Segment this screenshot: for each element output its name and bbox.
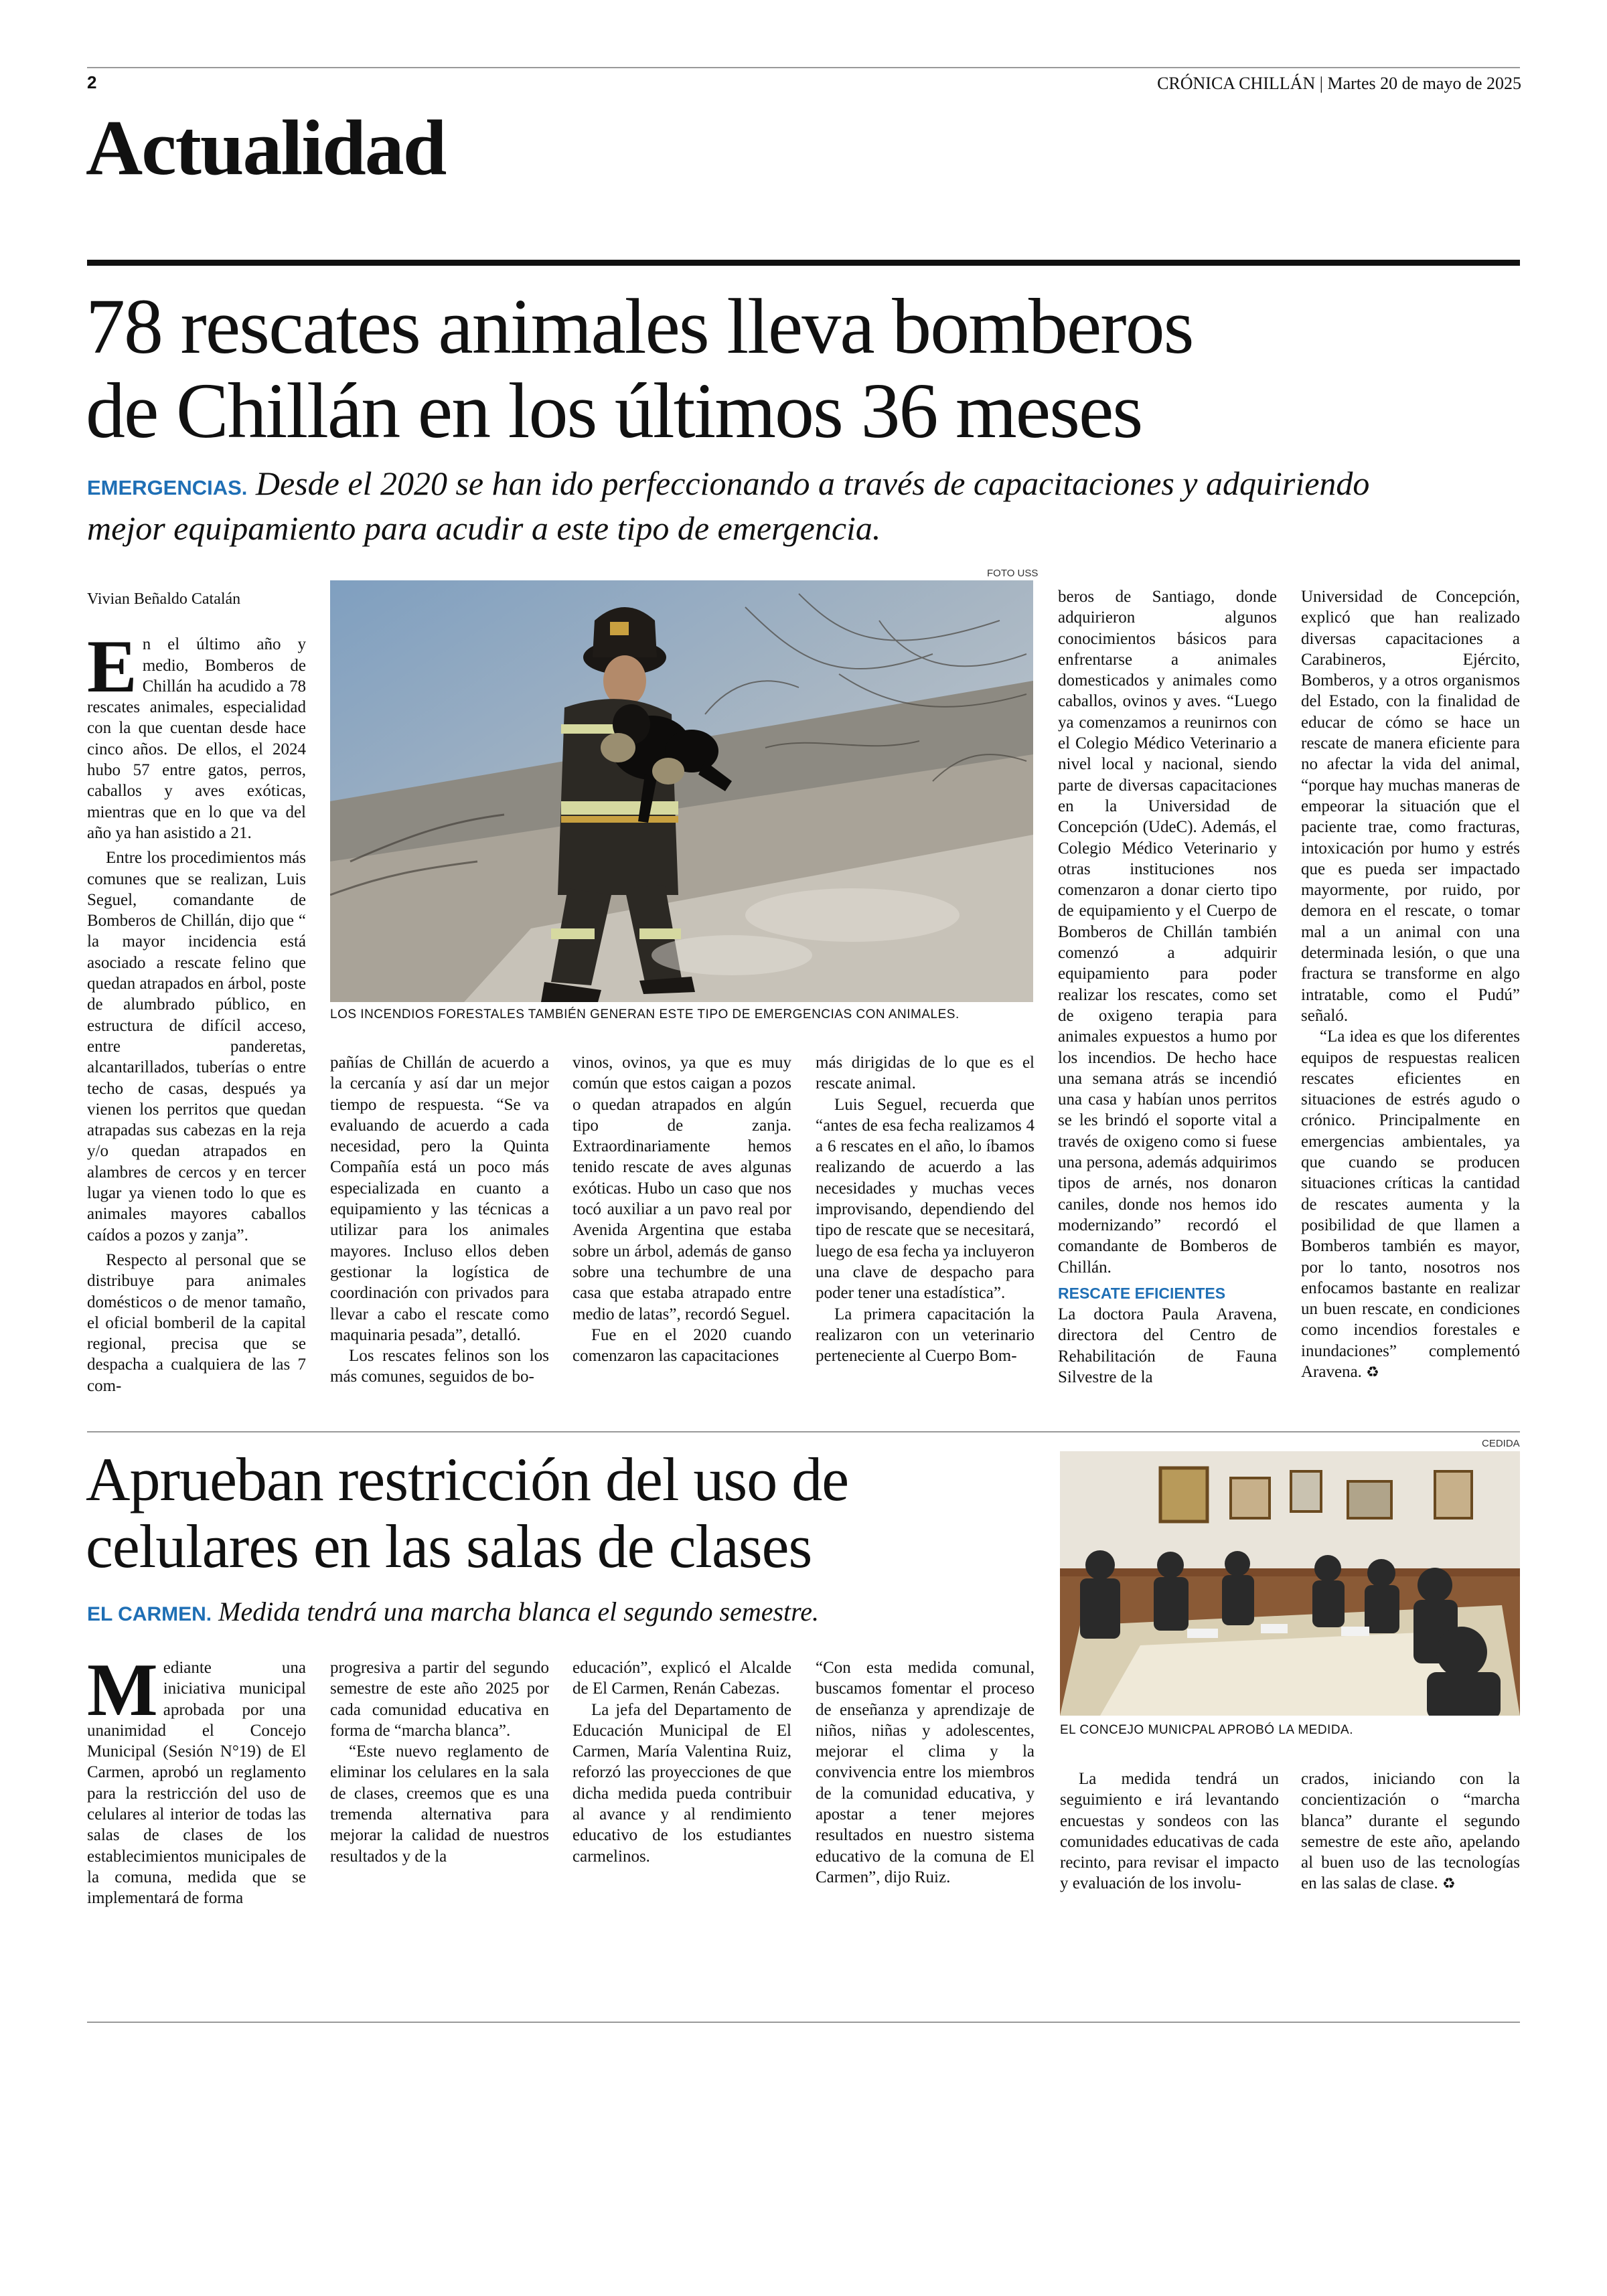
firefighter-photo-illustration [330,580,1033,1002]
article2-kicker: EL CARMEN. [87,1603,212,1625]
article2-deck-text: Medida tendrá una marcha blanca el segundo semestre. [218,1596,819,1627]
article1-paragraph [1301,1026,1520,1383]
article1-paragraph: Universidad de Concepción, explicó que han realizado diversas capacitaciones a Carabineros, Ejército, Bomberos, y a otros organismos del Estado, con la finalidad de educar de cómo se hace un rescate de manera eficiente para no afectar la vida del animal, “porque hay muchas maneras de empeorar la situación que el paciente trae, como fracturas, intoxicación por humo y estrés que es pueda ser impactado mayormente, por ruido, por demora en el rescate, o tomar mal a un animal con una determinada lesión, o que una fractura se transforme en algo intratable, como el Pudú” señaló. [1301,588,1520,1025]
article1-headline [86,284,1519,453]
article1-deck-line2: mejor equipamiento para acudir a este tipo de emergencia. [87,509,881,547]
article1-paragraph: Fue en el 2020 cuando comenzaron las capacitaciones [572,1325,791,1366]
article1-subhead: RESCATE EFICIENTES [1058,1284,1226,1302]
article1-drop-cap: E [87,625,137,709]
article2-lead-text: ediante una iniciativa municipal aprobada por una unanimidad el Concejo Municipal (Sesión N°19) de El Carmen, aprobó un reglamento para la restricción del uso de celulares al interior de todas las salas de clases de los establecimientos municipales de la comuna, medida que se implementará de forma [87,1659,306,1908]
top-rule [87,67,1520,68]
publication-name: CRÓNICA CHILLÁN [1157,74,1316,93]
council-photo-illustration [1060,1451,1520,1716]
article2-headline-line1: Aprueban restricción del uso de [86,1445,849,1513]
section-title: Actualidad [86,104,446,191]
article1-paragraph: Los rescates felinos son los más comunes, seguidos de bo- [330,1347,549,1386]
article2-paragraph: La jefa del Departamento de Educación Municipal de El Carmen, María Valentina Ruiz, reforzó las proyecciones de que dicha medida pueda contribuir al avance y al rendimiento educativo de los estudiantes carmelinos. [572,1700,791,1866]
article1-paragraph: La doctora Paula Aravena, directora del Centro de Rehabilitación de Fauna Silvestre de la [1058,1305,1277,1386]
article2-photo-caption: EL CONCEJO MUNICPAL APROBÓ LA MEDIDA. [1060,1723,1354,1737]
council-meeting-photo [1060,1451,1520,1716]
article2-lead-paragraph [87,1649,306,1909]
article2-deck [87,1595,1038,1631]
article2-paragraph: educación”, explicó el Alcalde de El Carmen, Renán Cabezas. [572,1659,791,1698]
article1-paragraph: Respecto al personal que se distribuye para animales domésticos o de menor tamaño, el oficial bomberil de la capital regional, precisa que se despacha a cualquiera de las 7 com- [87,1250,306,1395]
article1-column-1 [87,589,306,1396]
masthead-separator: | [1319,74,1328,93]
article1-paragraph: Entre los procedimientos más comunes que se realizan, Luis Seguel, comandante de Bomberos de Chillán, dijo que “ la mayor incidencia está asociado a rescate felino que quedan atrapados en árbol, poste de alumbrado público, en estructura de difícil acceso, entre panderetas, alcantarillados, tuberías o entre techo de casas, después ya vienen los perritos que quedan atrapadas sus cabezas en la reja y/o quedan atrapados en alambres de cercos y en tercer lugar ya vienen todo lo que es animales mayores caballos caídos a pozos y zanja”. [87,849,306,1244]
page-number: 2 [87,72,97,92]
article1-paragraph: más dirigidas de lo que es el rescate animal. [816,1054,1035,1093]
bottom-rule [87,2022,1520,2023]
article1-paragraph: La primera capacitación la realizaron con un veterinario perteneciente al Cuerpo Bom- [816,1305,1035,1366]
article1-column-5 [1058,586,1277,1388]
article1-column-6 [1301,586,1520,1383]
article2-headline [86,1446,1037,1580]
article1-headline-line2: de Chillán en los últimos 36 meses [86,367,1142,455]
publication-date: Martes 20 de mayo de 2025 [1327,74,1521,93]
firefighter-rescue-photo [330,580,1033,1002]
article2-photo-credit: CEDIDA [1482,1438,1520,1449]
article1-closing-text: “La idea es que los diferentes equipos de respuestas realicen rescates eficientes en situaciones de estrés agudo o crónico. Principalmente en emergencias ambientales, ya que cuando se producen situaciones críticas la cantidad de rescates aumenta y la posibilidad de que llamen a Bomberos también es mayor, por lo tanto, nosotros nos enfocamos bastante en realizar un buen rescate, en condiciones como incendios forestales e inundaciones” complementó Aravena. [1301,1028,1520,1381]
article1-top-rule [87,260,1520,266]
article1-headline-line1: 78 rescates animales lleva bomberos [86,282,1193,370]
article1-deck [87,463,1520,548]
article2-column-4 [816,1657,1035,1888]
article1-paragraph: Luis Seguel, recuerda que “antes de esa fecha realizamos 4 a 6 rescates en el año, lo íbamos realizando de acuerdo a las necesidades y muchas veces improvisando, dependiendo del tipo de rescate que se necesitará, luego de esa fecha ya incluyeron una clave de despacho para poder tener una estadística”. [816,1095,1035,1303]
article2-closing-text: crados, iniciando con la concientización o “marcha blanca” durante el segundo semestre de este año, apelando al buen uso de las tecnologías en las salas de clase. [1301,1770,1520,1893]
article2-paragraph: La medida tendrá un seguimiento e irá levantando encuestas y sondeos con las comunidades educativas de cada recinto, para revisar el impacto y evaluación de los involu- [1060,1770,1279,1893]
article1-column-2 [330,1052,549,1388]
article1-column-4 [816,1052,1035,1366]
article2-paragraph [1301,1769,1520,1895]
article2-column-5 [1060,1769,1279,1894]
article2-column-2 [330,1657,549,1867]
article1-paragraph: pañías de Chillán de acuerdo a la cercanía y así dar un mejor tiempo de respuesta. “Se va evaluando de acuerdo a cada necesidad, pero la Quinta Compañía está un poco más especializada en cuanto a equipamiento y las técnicas a utilizar para los animales mayores. Incluso ellos deben gestionar la logística de coordinación con privados para llevar a cabo el rescate como maquinaria pesada”, detalló. [330,1054,549,1344]
article2-column-1 [87,1649,306,1909]
article1-byline: Vivian Beñaldo Catalán [87,590,241,608]
article1-photo-credit: FOTO USS [987,568,1039,579]
article1-paragraph: beros de Santiago, donde adquirieron algunos conocimientos básicos para enfrentarse a animales domesticados y animales como caballos, ovinos y aves. “Luego ya comenzamos a reunirnos con el Colegio Médico Veterinario a nivel local y nacional, siendo parte de diversas capacitaciones en la Universidad de Concepción (UdeC). Además, el Colegio Médico Veterinario y otras instituciones nos comenzaron a donar cierto tipo de equipamiento y el Cuerpo de Bomberos de Chillán también comenzó a adquirir equipamiento para poder realizar los rescates, como set de oxigeno terapia para animales expuestos a humo por los incendios. De hecho hace una semana atrás se incendió una casa y habían unos perritos se les brindó el soporte vital a través de oxigeno como si fuese una persona, además adquirimos tipos de arnés, nos donaron caniles, donde nos hemos ido modernizando” recordó el comandante de Bomberos de Chillán. [1058,588,1277,1277]
end-mark-icon: ♻ [1366,1364,1379,1381]
article1-deck-line1: Desde el 2020 se han ido perfeccionando a través de capacitaciones y adquiriendo [255,465,1370,502]
article1-column-3 [572,1052,791,1366]
masthead [1157,74,1521,94]
article2-paragraph: progresiva a partir del segundo semestre de este año 2025 por cada comunidad educativa en forma de “marcha blanca”. [330,1659,549,1740]
article1-lead-text: n el último año y medio, Bomberos de Chillán ha acudido a 78 rescates animales, especialidad con la que cuentan desde hace cinco años. De ellos, el 2024 hubo 57 entre gatos, perros, caballos y aves exóticas, mientras que en lo que va del año ya han asistido a 21. [87,635,306,842]
article2-paragraph: “Este nuevo reglamento de eliminar los celulares en la sala de clases, creemos que es una tremenda alternativa para mejorar la calidad de nuestros resultados y de la [330,1742,549,1866]
end-mark-icon: ♻ [1442,1876,1456,1893]
article2-paragraph: “Con esta medida comunal, buscamos fomentar el proceso de enseñanza y aprendizaje de niños, niñas y adolescentes, mejorar el clima y la convivencia entre los miembros de la comunidad educativa, y apostar a tener mejores resultados en nuestro sistema educativo de la comuna de El Carmen”, dijo Ruiz. [816,1659,1035,1886]
article1-paragraph: vinos, ovinos, ya que es muy común que estos caigan a pozos o quedan atrapados en algún tipo de zanja. Extraordinariamente hemos tenido rescate de aves algunas exóticas. Hubo un caso que nos tocó auxiliar a un pavo real por Avenida Argentina que estaba sobre un árbol, además de ganso sobre una techumbre de una casa que estaba atrapado entre medio de latas”, recordó Seguel. [572,1054,791,1323]
article2-headline-line2: celulares en las salas de clases [86,1512,812,1580]
article1-photo-caption: LOS INCENDIOS FORESTALES TAMBIÉN GENERAN ESTE TIPO DE EMERGENCIAS CON ANIMALES. [330,1007,960,1021]
article2-drop-cap: M [87,1649,158,1732]
article1-kicker: EMERGENCIAS. [87,476,248,499]
article-divider [87,1431,1520,1432]
article2-column-3 [572,1657,791,1867]
article2-column-6 [1301,1769,1520,1895]
article1-lead-paragraph [87,625,306,843]
